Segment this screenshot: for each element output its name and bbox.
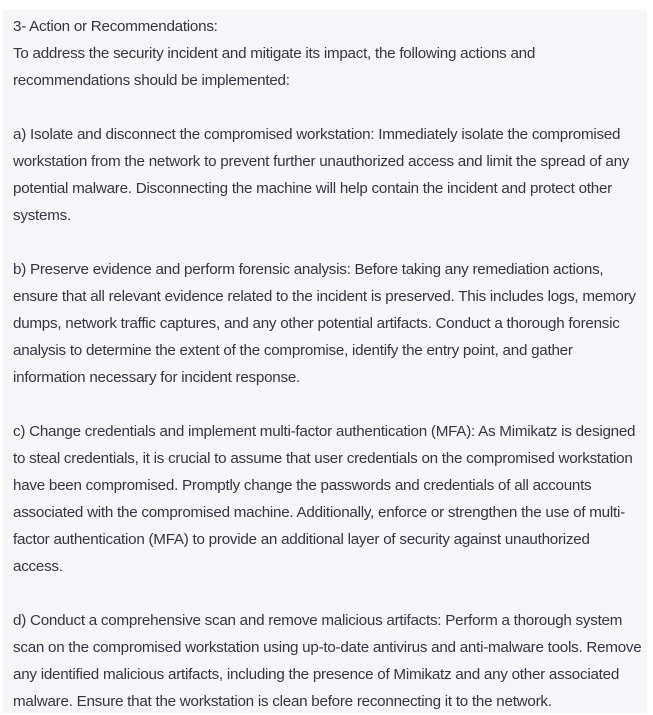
recommendation-a: a) Isolate and disconnect the compromised workstation: Immediately isolate the compromised workstation from the network to prevent further unauthorized access and limit the spread of any potential malware. Disconnecting the machine will help contain the incident and protect other systems.: [13, 126, 630, 224]
section-heading: 3- Action or Recommendations:: [13, 18, 218, 35]
intro-paragraph: To address the security incident and mitigate its impact, the following actions and recommendations should be implemented:: [13, 45, 536, 89]
recommendation-c: c) Change credentials and implement multi-factor authentication (MFA): As Mimikatz is designed to steal credentials, it is crucial to assume that user credentials on the compromised workstation have been compromised. Promptly change the passwords and credentials of all accounts associated with the compromised machine. Additionally, enforce or strengthen the use of multi-factor authentication (MFA) to provide an additional layer of security against unauthorized access.: [13, 423, 636, 575]
response-content: [13, 13, 643, 715]
recommendation-b: b) Preserve evidence and perform forensic analysis: Before taking any remediation actions, ensure that all relevant evidence related to the incident is preserved. This includes logs, memory dumps, network traffic captures, and any other potential artifacts. Conduct a thorough forensic analysis to determine the extent of the compromise, identify the entry point, and gather information necessary for incident response.: [13, 261, 636, 386]
response-panel: [3, 10, 647, 713]
recommendation-d: d) Conduct a comprehensive scan and remove malicious artifacts: Perform a thorough system scan on the compromised workstation using up-to-date antivirus and anti-malware tools. Remove any identified malicious artifacts, including the presence of Mimikatz and any other associated malware. Ensure that the workstation is clean before reconnecting it to the network.: [13, 612, 642, 710]
